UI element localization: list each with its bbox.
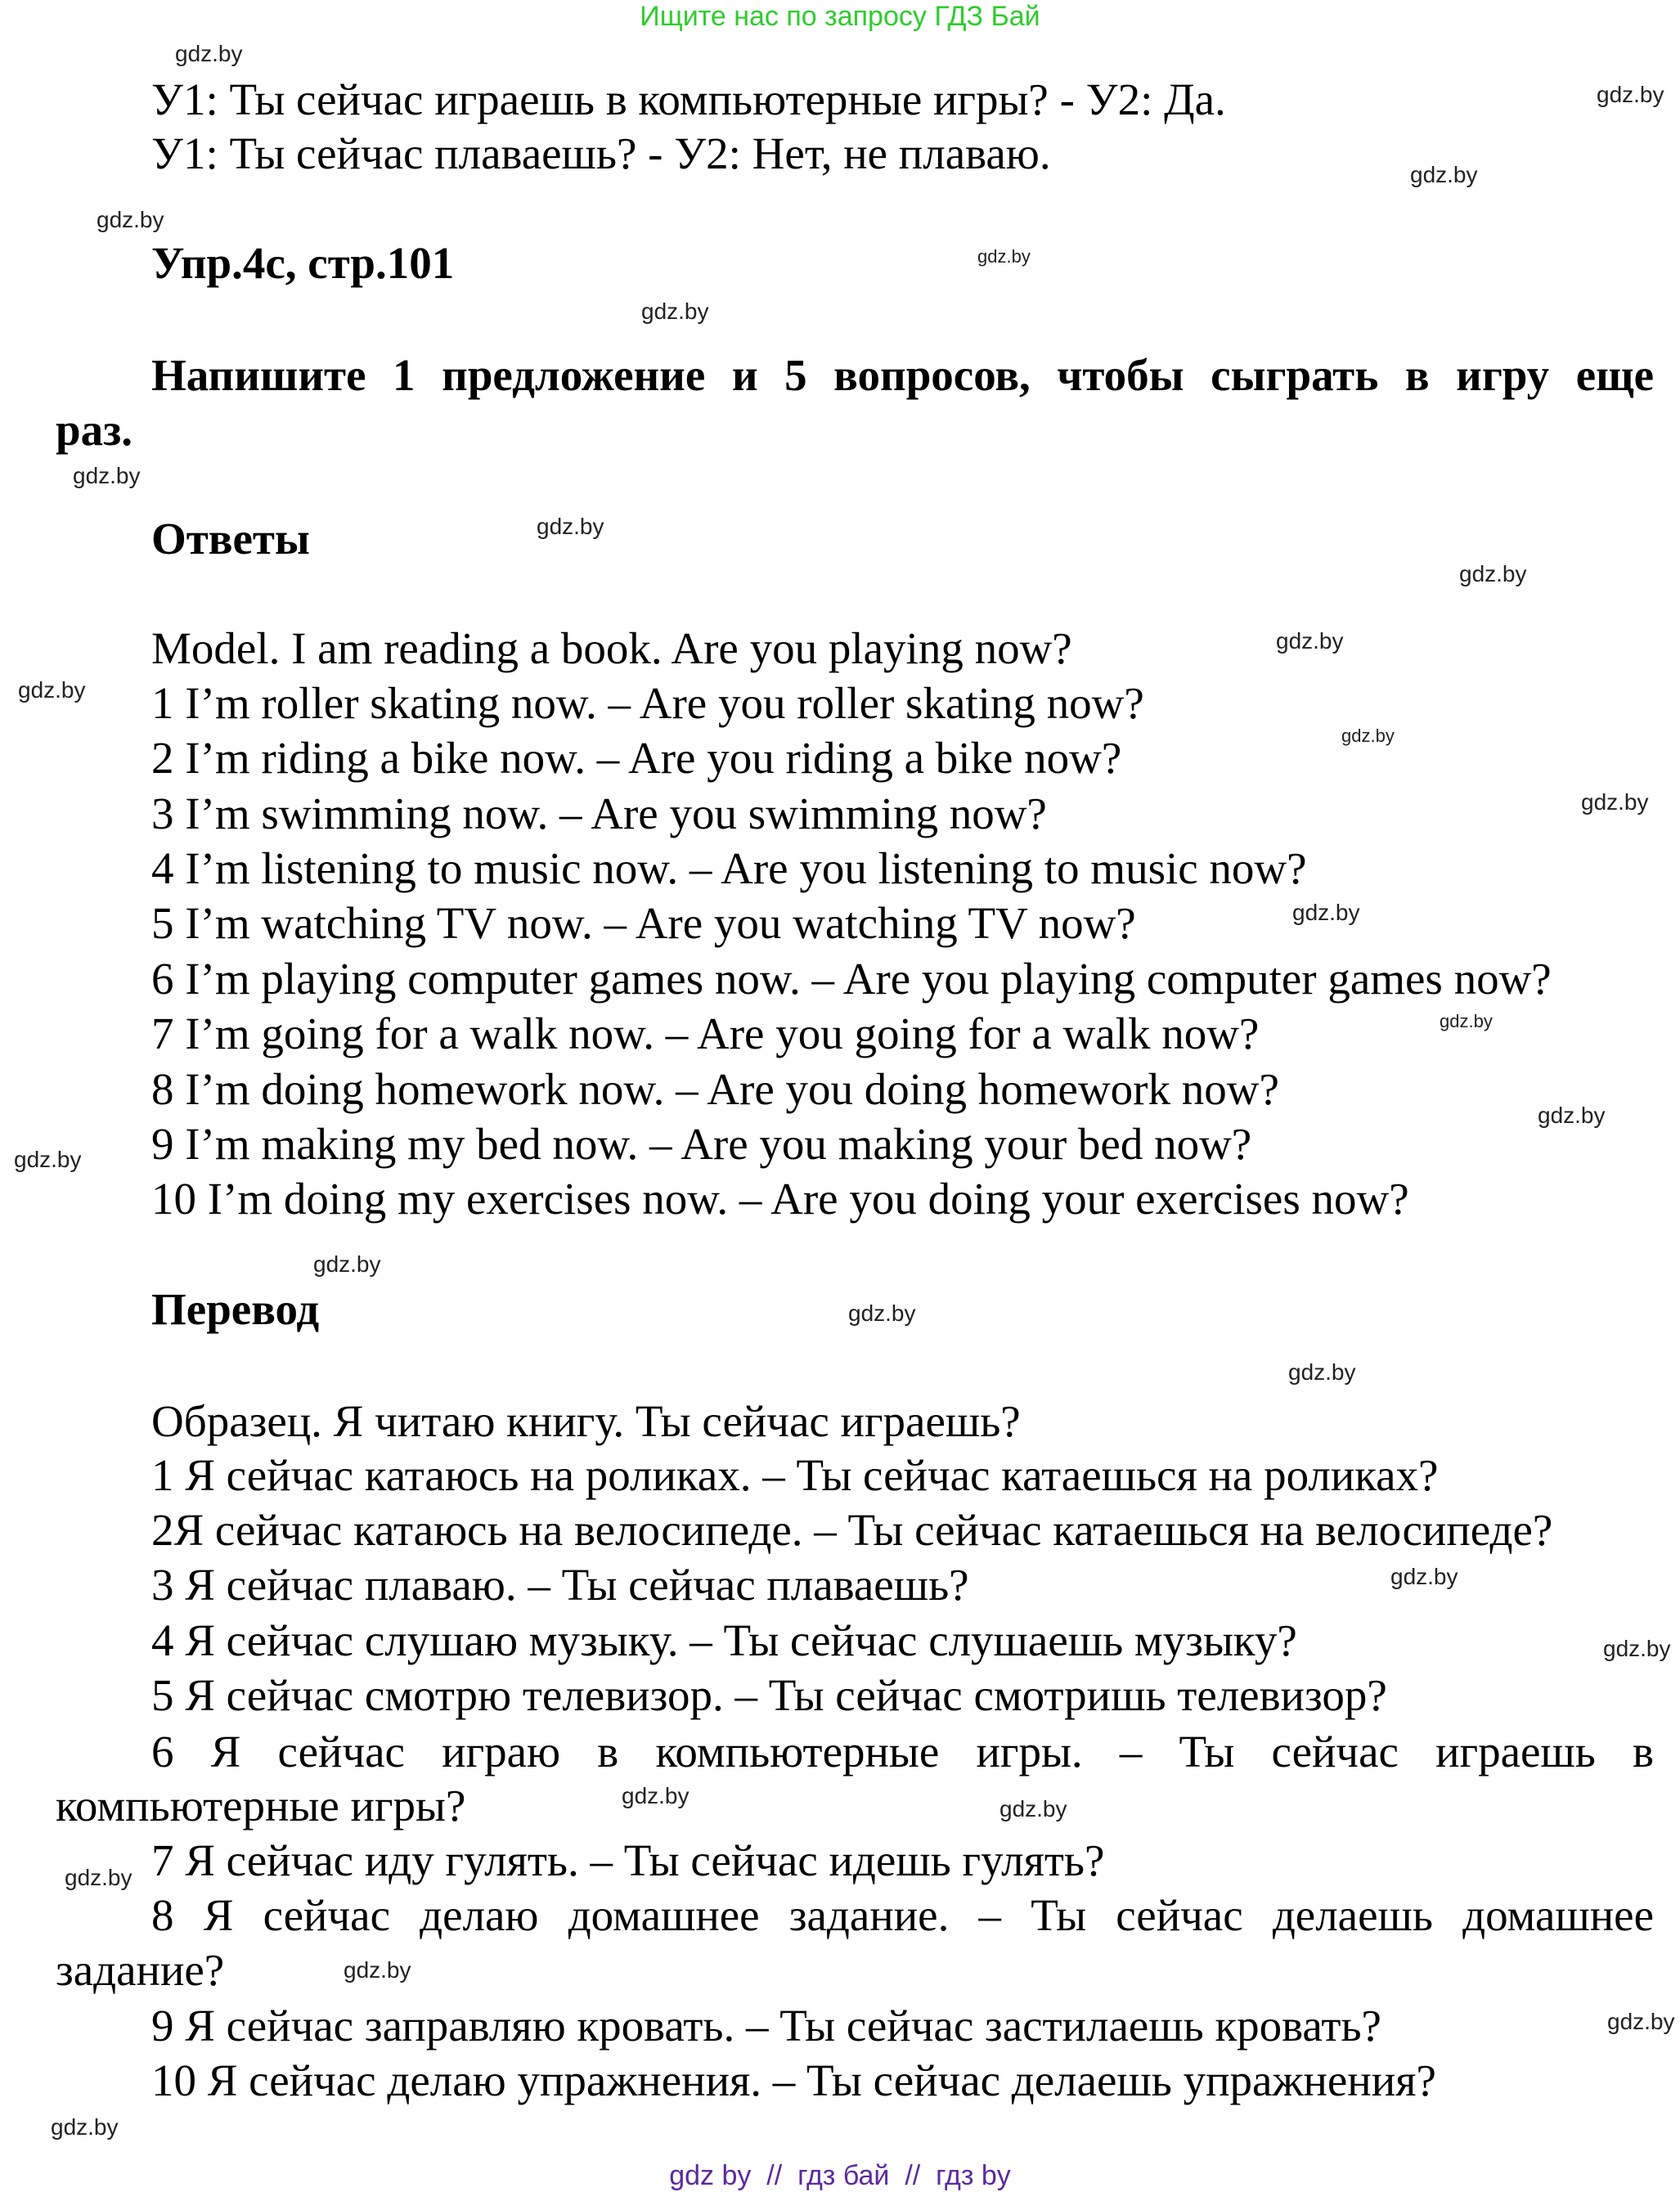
translation-line: 4 Я сейчас слушаю музыку. – Ты сейчас слушаешь музыку? xyxy=(151,1615,1297,1665)
watermark: gdz.by xyxy=(537,514,604,539)
watermark: gdz.by xyxy=(1288,1359,1356,1385)
answer-line: 3 I’m swimming now. – Are you swimming now? xyxy=(151,788,1047,838)
watermark: gdz.by xyxy=(1581,789,1649,815)
exercise-title: Упр.4с, стр.101 xyxy=(151,238,455,288)
translation-line: 3 Я сейчас плаваю. – Ты сейчас плаваешь? xyxy=(151,1560,969,1610)
answer-line: 2 I’m riding a bike now. – Are you riding a bike now? xyxy=(151,733,1122,783)
watermark: gdz.by xyxy=(977,246,1031,267)
translation-line: 6 Я сейчас играю в компьютерные игры. – Ты сейчас играешь в xyxy=(151,1727,1654,1777)
watermark: gdz.by xyxy=(1292,900,1360,925)
answers-heading: Ответы xyxy=(151,514,310,564)
watermark: gdz.by xyxy=(1410,162,1478,187)
watermark: gdz.by xyxy=(1538,1103,1606,1128)
watermark: gdz.by xyxy=(622,1783,690,1808)
translation-line: 2Я сейчас катаюсь на велосипеде. – Ты сейчас катаешься на велосипеде? xyxy=(151,1505,1553,1555)
watermark: gdz.by xyxy=(14,1147,82,1172)
translation-line: 8 Я сейчас делаю домашнее задание. – Ты сейчас делаешь домашнее xyxy=(151,1890,1654,1940)
watermark: gdz.by xyxy=(1276,628,1344,654)
answer-line: 1 I’m roller skating now. – Are you roller skating now? xyxy=(151,678,1144,728)
watermark: gdz.by xyxy=(999,1796,1067,1821)
watermark: gdz.by xyxy=(1607,2009,1675,2034)
watermark: gdz.by xyxy=(73,463,141,488)
translation-line: компьютерные игры? xyxy=(56,1781,466,1830)
watermark: gdz.by xyxy=(641,299,709,324)
watermark: gdz.by xyxy=(65,1865,133,1890)
answer-line: 9 I’m making my bed now. – Are you making your bed now? xyxy=(151,1119,1252,1169)
watermark: gdz.by xyxy=(344,1957,411,1983)
intro-line: У1: Ты сейчас играешь в компьютерные игры? - У2: Да. xyxy=(151,74,1226,124)
translation-line: Образец. Я читаю книгу. Ты сейчас играешь? xyxy=(151,1396,1021,1446)
watermark: gdz.by xyxy=(97,207,164,232)
watermark: gdz.by xyxy=(1341,725,1395,746)
watermark: gdz.by xyxy=(18,677,86,703)
translation-line: 1 Я сейчас катаюсь на роликах. – Ты сейчас катаешься на роликах? xyxy=(151,1450,1439,1500)
footer-banner: gdz by // гдз бай // гдз by xyxy=(669,2160,1011,2191)
header-banner: Ищите нас по запросу ГДЗ Бай xyxy=(640,1,1040,32)
answer-line: 7 I’m going for a walk now. – Are you going for a walk now? xyxy=(151,1008,1260,1058)
answer-line: 5 I’m watching TV now. – Are you watching TV now? xyxy=(151,898,1136,948)
watermark: gdz.by xyxy=(1440,1011,1493,1031)
watermark: gdz.by xyxy=(848,1300,916,1326)
watermark: gdz.by xyxy=(313,1251,381,1277)
answer-line: 6 I’m playing computer games now. – Are you playing computer games now? xyxy=(151,954,1552,1004)
watermark: gdz.by xyxy=(1597,82,1664,107)
intro-line: У1: Ты сейчас плаваешь? - У2: Нет, не плаваю. xyxy=(151,128,1051,178)
answer-line: 4 I’m listening to music now. – Are you listening to music now? xyxy=(151,843,1307,893)
watermark: gdz.by xyxy=(1459,561,1527,586)
watermark: gdz.by xyxy=(51,2114,119,2140)
translation-heading: Перевод xyxy=(151,1284,320,1334)
translation-line: 5 Я сейчас смотрю телевизор. – Ты сейчас смотришь телевизор? xyxy=(151,1670,1387,1720)
translation-line: 10 Я сейчас делаю упражнения. – Ты сейчас делаешь упражнения? xyxy=(151,2055,1436,2105)
watermark: gdz.by xyxy=(1603,1636,1671,1661)
answer-line: 8 I’m doing homework now. – Are you doing homework now? xyxy=(151,1064,1279,1114)
answer-line: Model. I am reading a book. Are you playing now? xyxy=(151,623,1072,673)
watermark: gdz.by xyxy=(1390,1564,1458,1589)
answer-line: 10 I’m doing my exercises now. – Are you doing your exercises now? xyxy=(151,1174,1409,1224)
translation-line: 7 Я сейчас иду гулять. – Ты сейчас идешь гулять? xyxy=(151,1835,1105,1885)
translation-line: 9 Я сейчас заправляю кровать. – Ты сейчас застилаешь кровать? xyxy=(151,2001,1381,2051)
instruction-line: Напишите 1 предложение и 5 вопросов, чтобы сыграть в игру еще xyxy=(151,350,1654,400)
instruction-line: раз. xyxy=(56,405,133,455)
translation-line: задание? xyxy=(56,1945,225,1995)
watermark: gdz.by xyxy=(175,41,243,66)
